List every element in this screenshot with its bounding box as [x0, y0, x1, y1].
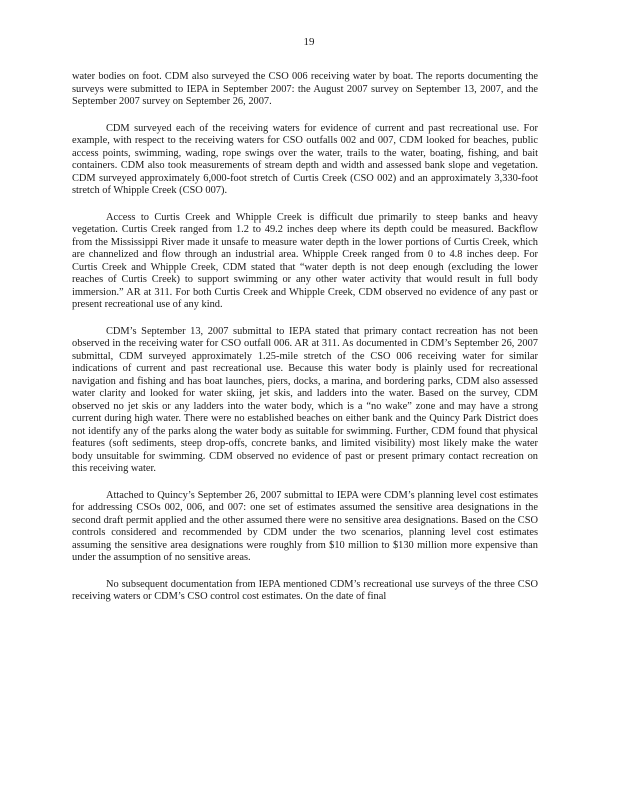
paragraph-recreational-use-survey: CDM surveyed each of the receiving waters for evidence of current and past recreational use. For example, with respect to the receiving waters for CSO outfalls 002 and 007, CDM looked for beaches, public access points, swimming, wading, rope swings over the water, trails to the water, boating, fishing, and bait containers. CDM also took measurements of stream depth and width and assessed bank slope and vegetation. CDM surveyed approximately 6,000-foot stretch of Curtis Creek (CSO 002) and an approximately 3,330-foot stretch of Whipple Creek (CSO 007).	[72, 122, 538, 196]
paragraph-subsequent-documentation: No subsequent documentation from IEPA mentioned CDM’s recreational use surveys of the three CSO receiving waters or CDM’s CSO control cost estimates. On the date of final	[72, 578, 538, 602]
paragraph-creek-access: Access to Curtis Creek and Whipple Creek is difficult due primarily to steep banks and heavy vegetation. Curtis Creek ranged from 1.2 to 49.2 inches deep where its depth could be measured. Backflow from the Mississippi River made it unsafe to measure water depth in the lower portions of Curtis Creek, which are channelized and flow through an industrial area. Whipple Creek ranged from 0 to 4.8 inches deep. For Curtis Creek and Whipple Creek, CDM stated that “water depth is not deep enough (excluding the lower reaches of Curtis Creek) to support swimming or any other water activity that would result in full body immersion.” AR at 311. For both Curtis Creek and Whipple Creek, CDM observed no evidence of any past or present recreational use of any kind.	[72, 211, 538, 310]
page-number: 19	[303, 36, 315, 48]
paragraph-cso-006-survey: CDM’s September 13, 2007 submittal to IEPA stated that primary contact recreation has not been observed in the receiving water for CSO outfall 006. AR at 311. As documented in CDM’s September 26, 2007 submittal, CDM surveyed approximately 1.25-mile stretch of the CSO 006 receiving water for similar indications of current and past recreational use. Because this water body is plainly used for recreational navigation and fishing and has boat launches, piers, docks, a marina, and bordering parks, CDM also assessed water clarity and looked for water skiing, jet skis, and ladders into the water. Based on the survey, CDM observed no jet skis or any ladders into the water body, which is a “no wake” zone and may have a strong current during high water. There were no established beaches on either bank and the Quincy Park District does not identify any of the parks along the water body as suitable for swimming. Further, CDM found that physical features (soft sediments, steep drop-offs, concrete banks, and limited visibility) most likely make the water body unsuitable for swimming. CDM observed no evidence of past or present primary contact recreation on this receiving water.	[72, 325, 538, 474]
paragraph-survey-reports: water bodies on foot. CDM also surveyed the CSO 006 receiving water by boat. The reports documenting the surveys were submitted to IEPA in September 2007: the August 2007 survey on September 13, 2007, and the September 2007 survey on September 26, 2007.	[72, 71, 538, 107]
paragraph-cost-estimates: Attached to Quincy’s September 26, 2007 submittal to IEPA were CDM’s planning level cost estimates for addressing CSOs 002, 006, and 007: one set of estimates assumed the sensitive area designations in the second draft permit applied and the other assumed there were no sensitive area designations. Based on the CSO controls considered and recommended by CDM under the two scenarios, planning level cost estimates assuming the sensitive area designations were roughly from $10 million to $130 million more expensive than under the assumption of no sensitive areas.	[72, 489, 538, 563]
document-body	[72, 71, 538, 618]
